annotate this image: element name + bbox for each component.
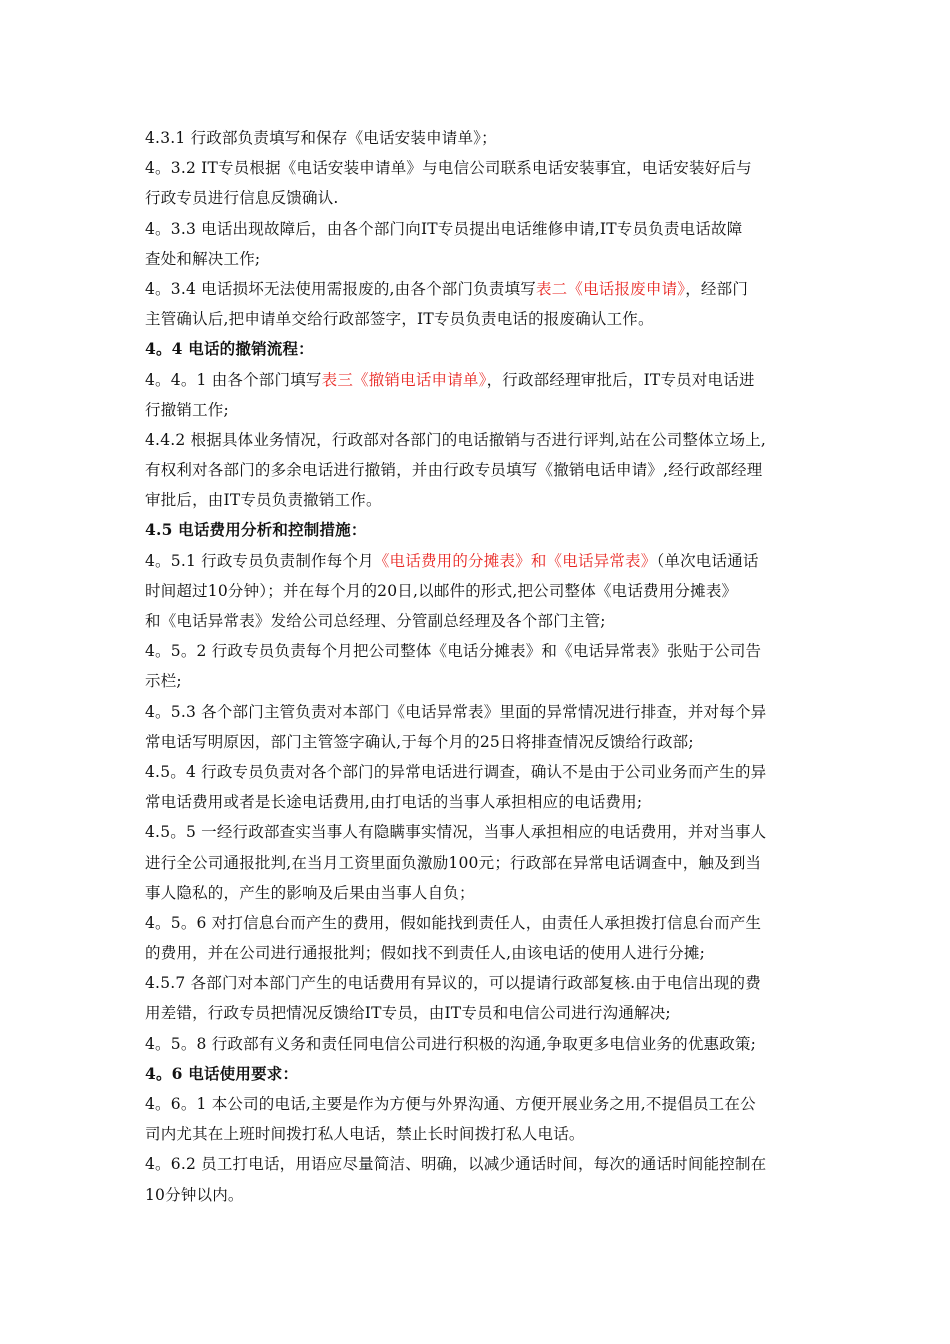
paragraph-line: [145, 244, 813, 274]
text-segment: 4。3.2 IT专员根据《电话安装申请单》与电信公司联系电话安装事宜，电话安装好后与: [145, 159, 752, 178]
text-segment: 行撤销工作;: [145, 400, 229, 419]
paragraph-line: [145, 546, 813, 576]
text-segment: 常电话费用或者是长途电话费用,由打电话的当事人承担相应的电话费用;: [145, 793, 643, 812]
text-segment: 示栏;: [145, 672, 182, 691]
paragraph-line: [145, 908, 813, 938]
text-segment: 4.4.2 根据具体业务情况，行政部对各部门的电话撤销与否进行评判,站在公司整体立场上,: [145, 430, 767, 449]
form-reference-highlight: 表二《电话报废申请》: [535, 279, 686, 298]
paragraph-line: [145, 878, 813, 908]
text-segment: ，经部门: [685, 279, 749, 298]
text-segment: 行政专员进行信息反馈确认.: [145, 189, 339, 208]
paragraph-line: [145, 183, 813, 213]
text-segment: 4。3.3 电话出现故障后，由各个部门向IT专员提出电话维修申请,IT专员负责电话故障: [145, 219, 743, 238]
text-segment: 4。6 电话使用要求：: [145, 1063, 299, 1083]
paragraph-line: [145, 153, 813, 183]
text-segment: 进行全公司通报批判,在当月工资里面负激励100元；行政部在异常电话调查中，触及到当: [145, 853, 762, 872]
form-reference-highlight: 《电话费用的分摊表》和《电话异常表》: [373, 551, 657, 570]
paragraph-line: [145, 485, 813, 515]
document-body: [145, 123, 813, 1210]
text-segment: 4。3.4 电话损坏无法使用需报废的,由各个部门负责填写: [145, 279, 536, 298]
text-segment: 查处和解决工作;: [145, 249, 261, 268]
text-segment: 4。5.3 各个部门主管负责对本部门《电话异常表》里面的异常情况进行排查，并对每个异: [145, 702, 767, 721]
text-segment: 4。6.2 员工打电话，用语应尽量简洁、明确，以减少通话时间，每次的通话时间能控制在: [145, 1155, 767, 1174]
text-segment: 的费用，并在公司进行通报批判；假如找不到责任人,由该电话的使用人进行分摊;: [145, 944, 706, 963]
text-segment: 审批后，由IT专员负责撤销工作。: [145, 491, 382, 510]
paragraph-line: [145, 938, 813, 968]
paragraph-line: [145, 998, 813, 1028]
text-segment: 10分钟以内。: [145, 1185, 244, 1204]
text-segment: 主管确认后,把申请单交给行政部签字，IT专员负责电话的报废确认工作。: [145, 310, 654, 329]
paragraph-line: [145, 1029, 813, 1059]
paragraph-line: [145, 304, 813, 334]
paragraph-line: [145, 425, 813, 455]
text-segment: 4。4 电话的撤销流程：: [145, 339, 314, 359]
paragraph-line: [145, 848, 813, 878]
paragraph-line: [145, 123, 813, 153]
paragraph-line: [145, 395, 813, 425]
paragraph-line: [145, 1089, 813, 1119]
text-segment: ，行政部经理审批后，IT专员对电话进: [486, 370, 755, 389]
text-segment: 有权利对各部门的多余电话进行撤销，并由行政专员填写《撤销电话申请》,经行政部经理: [145, 461, 763, 480]
paragraph-line: [145, 817, 813, 847]
text-segment: 4.5。5 一经行政部查实当事人有隐瞒事实情况，当事人承担相应的电话费用，并对当事人: [145, 823, 767, 842]
text-segment: 4。6。1 本公司的电话,主要是作为方便与外界沟通、方便开展业务之用,不提倡员工在公: [145, 1095, 756, 1113]
text-segment: 4。5。8 行政部有义务和责任同电信公司进行积极的沟通,争取更多电信业务的优惠政策;: [145, 1034, 757, 1053]
paragraph-line: [145, 365, 813, 395]
text-segment: （单次电话通话: [656, 551, 759, 570]
section-heading: [145, 515, 813, 545]
text-segment: 4.5。4 行政专员负责对各个部门的异常电话进行调查，确认不是由于公司业务而产生的异: [145, 762, 767, 781]
paragraph-line: [145, 666, 813, 696]
paragraph-line: [145, 757, 813, 787]
paragraph-line: [145, 697, 813, 727]
text-segment: 事人隐私的，产生的影响及后果由当事人自负；: [145, 883, 475, 902]
paragraph-line: [145, 455, 813, 485]
text-segment: 常电话写明原因，部门主管签字确认,于每个月的25日将排查情况反馈给行政部;: [145, 732, 694, 751]
paragraph-line: [145, 636, 813, 666]
text-segment: 司内尤其在上班时间拨打私人电话，禁止长时间拨打私人电话。: [145, 1125, 585, 1144]
paragraph-line: [145, 274, 813, 304]
text-segment: 时间超过10分钟）；并在每个月的20日,以邮件的形式,把公司整体《电话费用分摊表》: [145, 581, 738, 600]
text-segment: 4.5.7 各部门对本部门产生的电话费用有异议的，可以提请行政部复核.由于电信出现的费: [145, 974, 761, 993]
paragraph-line: [145, 1119, 813, 1149]
text-segment: 4。5。6 对打信息台而产生的费用，假如能找到责任人，由责任人承担拨打信息台而产生: [145, 913, 762, 932]
text-segment: 4。5。2 行政专员负责每个月把公司整体《电话分摊表》和《电话异常表》张贴于公司告: [145, 642, 762, 661]
paragraph-line: [145, 1180, 813, 1210]
text-segment: 4。5.1 行政专员负责制作每个月: [145, 551, 374, 570]
paragraph-line: [145, 576, 813, 606]
paragraph-line: [145, 1149, 813, 1179]
text-segment: 和《电话异常表》发给公司总经理、分管副总经理及各个部门主管;: [145, 612, 606, 630]
section-heading: [145, 1059, 813, 1089]
form-reference-highlight: 表三《撤销电话申请单》: [321, 370, 487, 389]
paragraph-line: [145, 214, 813, 244]
paragraph-line: [145, 606, 813, 636]
text-segment: 4.5 电话费用分析和控制措施：: [145, 520, 367, 540]
section-heading: [145, 334, 813, 364]
text-segment: 用差错，行政专员把情况反馈给IT专员，由IT专员和电信公司进行沟通解决;: [145, 1004, 671, 1023]
paragraph-line: [145, 727, 813, 757]
paragraph-line: [145, 968, 813, 998]
text-segment: 4.3.1 行政部负责填写和保存《电话安装申请单》；: [145, 129, 497, 147]
paragraph-line: [145, 787, 813, 817]
text-segment: 4。4。1 由各个部门填写: [145, 370, 322, 389]
